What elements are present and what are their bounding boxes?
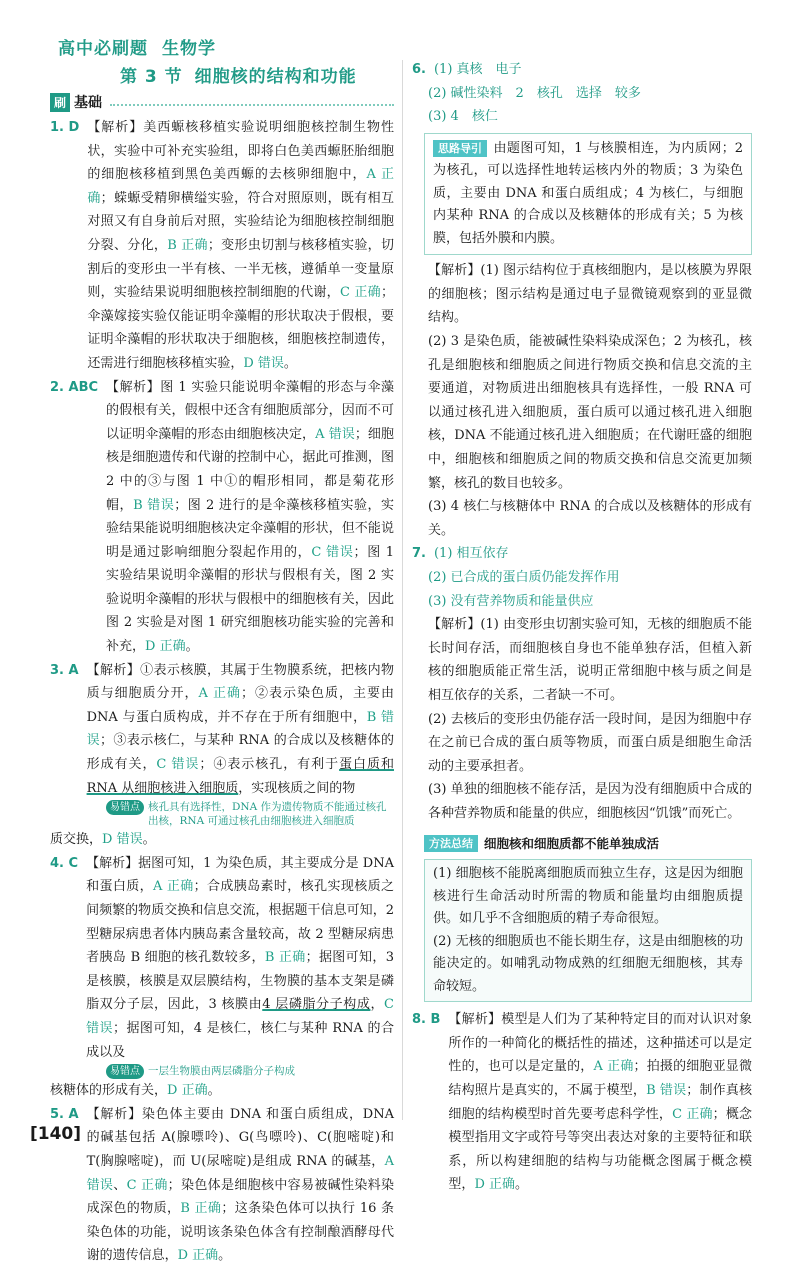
option-judgement: C 正确 — [339, 285, 381, 301]
option-judgement: D 正确 — [167, 1083, 208, 1099]
text: 【解析】①表示核膜，其属于生物膜系统，把核内物质与细胞质分开， — [86, 662, 394, 702]
method-summary-box — [424, 859, 752, 1002]
page-number: [140] — [30, 1124, 82, 1144]
text: ；细胞核是细胞遗传和代谢的控制中心，据此可推测，图 2 中的③与图 1 中①的帽形相同，都是菊花形帽， — [106, 426, 394, 513]
answer-number: 1. D — [50, 120, 80, 135]
explanation-paragraph: (3) 4 核仁与核糖体中 RNA 的合成以及核糖体的形成有关。 — [428, 499, 752, 538]
option-judgement: C 正确 — [672, 1106, 713, 1122]
text: 【解析】染色体主要由 DNA 和蛋白质组成，DNA 的碱基包括 A(腺嘌呤)、G(鸟嘌呤)、C(胞嘧啶)和 T(胸腺嘧啶)，而 U(尿嘧啶)是组成 RNA 的碱基， — [86, 1106, 394, 1169]
answer-item-5 — [50, 1103, 394, 1268]
answer-line: (3) 没有营养物质和能量供应 — [428, 593, 594, 609]
section-title: 细胞核的结构和功能 — [194, 67, 357, 87]
series-name: 高中必刷题 — [58, 39, 148, 59]
text: ；合成胰岛素时，核孔实现核质之间频繁的物质交换和信息交流，根据题干信息可知，2 型糖尿病患者体内胰岛素含量较高，故 2 型糖尿病患者胰岛 B 细胞的核孔数较多， — [86, 879, 394, 966]
option-judgement: B 错误 — [646, 1082, 687, 1098]
option-judgement: C 错误 — [86, 997, 394, 1036]
answer-item-2 — [50, 376, 394, 659]
text: 、 — [113, 1177, 127, 1193]
error-point-icon: 易错点 — [106, 800, 144, 815]
explanation-paragraph: 【解析】(1) 由变形虫切割实验可知，无核的细胞质不能长时间存活，而细胞核自身也不能单独存活，但植入新核的细胞质能正常生活，说明正常细胞中核与质之间是相互依存的关系，二者缺一不可。 — [428, 617, 752, 703]
error-point-note — [106, 800, 394, 828]
option-judgement: D 正确 — [145, 639, 186, 655]
error-point-icon: 易错点 — [106, 1064, 144, 1079]
answer-line: (2) 已合成的蛋白质仍能发挥作用 — [428, 570, 620, 585]
right-column — [412, 58, 752, 1197]
text: 【解析】图 1 实验只能说明伞藻帽的形态与伞藻的假根有关，假根中还含有细胞质部分，因而不可以证明伞藻帽的形态由细胞核决定， — [106, 379, 394, 442]
text: ；概念模型指用文字或符号等突出表达对象的主要特征和联系，所以构建细胞的结构与功能概念图属于概念模型， — [448, 1106, 752, 1193]
text: ；蝾螈受精卵横缢实验，符合对照原则，既有相互对照又有自身前后对照，实验结论为细胞核控制细胞分裂、分化， — [87, 190, 394, 253]
thinking-guide-box — [424, 133, 752, 256]
option-judgement: A 正确 — [198, 686, 242, 702]
basic-tag — [50, 92, 102, 112]
answer-explanation — [448, 1008, 752, 1197]
section-number: 第 3 节 — [120, 67, 183, 87]
continued-text — [50, 828, 394, 852]
underlined-text: 蛋白质和 RNA 从细胞核进入细胞质 — [86, 757, 394, 796]
text: ；制作真核细胞的结构模型时首先要考虑科学性， — [448, 1082, 752, 1122]
text: 。 — [207, 1083, 221, 1099]
option-judgement: A 错误 — [86, 1153, 394, 1193]
column-divider — [402, 60, 403, 1120]
guide-text: 由题图可知，1 与核膜相连，为内质网；2 为核孔，可以选择性地转运核内外的物质；3 为染色质，主要由 DNA 和蛋白质组成；4 为核仁，与细胞内某种 RNA 的合成以及核糖体的形成有关；5 为核膜，包括外膜和内膜。 — [433, 140, 743, 246]
option-judgement: D 错误 — [243, 355, 284, 371]
explanation-paragraph: (2) 3 是染色质，能被碱性染料染成深色；2 为核孔，核孔是细胞核和细胞质之间进行物质交换和信息交流的主要通道，对物质进出细胞核具有选择性，一般 RNA 可以通过核孔进入细胞质，蛋白质可以通过核孔进入细胞核，DNA 不能通过核孔进入细胞质；在代谢旺盛的细胞中，细胞核和细胞质之间的物质交换和信息交流更加频繁，核孔的数目也较多。 — [428, 334, 752, 491]
option-judgement: B 正确 — [167, 237, 208, 253]
option-judgement: A 正确 — [152, 879, 194, 895]
answer-number: 6. — [412, 62, 426, 77]
text: ， — [370, 997, 385, 1013]
method-summary-badge: 方法总结 — [424, 835, 478, 852]
dotted-divider — [110, 104, 394, 106]
method-summary-heading — [424, 832, 752, 856]
note-text: 一层生物膜由两层磷脂分子构成 — [148, 1065, 295, 1078]
text: ；②表示染色质，主要由 DNA 与蛋白质构成，并不存在于所有细胞中， — [86, 686, 394, 725]
explanation-paragraph: 【解析】(1) 图示结构位于真核细胞内，是以核膜为界限的细胞核；图示结构是通过电子显微镜观察到的亚显微结构。 — [428, 263, 752, 326]
summary-point: (2) 无核的细胞质也不能长期生存，这是由细胞核的功能决定的。如哺乳动物成熟的红细胞无细胞核，其寿命较短。 — [433, 933, 743, 994]
answer-number: 3. A — [50, 662, 79, 678]
text: 【解析】据图可知，1 为染色质，其主要成分是 DNA 和蛋白质， — [86, 855, 394, 895]
option-judgement: A 正确 — [87, 167, 394, 206]
answer-explanation — [87, 659, 394, 801]
answer-explanation — [87, 116, 394, 376]
text: 。 — [185, 639, 199, 655]
text: 。 — [515, 1177, 529, 1193]
text: ；据图可知，3 是核膜，核膜是双层膜结构，生物膜的基本支架是磷脂双分子层，因此，3 核膜由 — [86, 950, 394, 1013]
answer-item-3 — [50, 659, 394, 801]
answer-item-4 — [50, 852, 394, 1064]
text: 。 — [283, 355, 297, 371]
answer-line: (1) 相互依存 — [433, 546, 509, 562]
text: 。 — [218, 1248, 232, 1264]
option-judgement: C 错误 — [156, 757, 200, 773]
answer-line: (1) 真核 电子 — [433, 62, 522, 77]
answer-item-7 — [412, 542, 752, 566]
error-point-note — [106, 1064, 394, 1079]
option-judgement: B 正确 — [180, 1201, 222, 1217]
answer-number: 7. — [412, 546, 426, 562]
answer-item-6 — [412, 58, 752, 82]
answer-number: 4. C — [50, 855, 79, 871]
answer-line: (3) 4 核仁 — [428, 109, 498, 125]
series-title — [58, 34, 230, 59]
text: ；变形虫切割与核移植实验，切割后的变形虫一半有核、一半无核，遵循单一变量原则，实验结果说明细胞核控制细胞的代谢， — [87, 237, 394, 301]
answer-item-1 — [50, 116, 394, 376]
text: ；据图可知，4 是核仁，核仁与某种 RNA 的合成以及 — [86, 1020, 394, 1060]
answer-line: (2) 碱性染料 2 核孔 选择 较多 — [428, 85, 641, 101]
option-judgement: D 正确 — [474, 1177, 515, 1193]
answer-number: 2. ABC — [50, 379, 99, 395]
answer-number: 5. A — [50, 1106, 79, 1122]
continued-text — [50, 1079, 394, 1103]
explanation-paragraph: (2) 去核后的变形虫仍能存活一段时间，是因为细胞中存在之前已合成的蛋白质等物质，而蛋白质是细胞生命活动的主要承担者。 — [428, 711, 752, 774]
text: 【解析】美西螈核移植实验说明细胞核控制生物性状，实验中可补充实验组，即将白色美西螈胚胎细胞的细胞核移植到黑色美西螈的去核卵细胞中， — [87, 120, 394, 183]
text: ；拍摄的细胞亚显微结构照片是真实的，不属于模型， — [448, 1059, 752, 1098]
option-judgement: C 正确 — [126, 1177, 168, 1193]
text: ；染色体是细胞核中容易被碱性染料染成深色的物质， — [86, 1177, 394, 1217]
thinking-guide-badge: 思路导引 — [433, 140, 487, 157]
answer-explanation — [87, 1103, 394, 1268]
option-judgement: D 错误 — [102, 832, 143, 848]
option-judgement: B 正确 — [264, 950, 306, 966]
section-heading — [120, 62, 357, 87]
method-summary-title: 细胞核和细胞质都不能单独成活 — [484, 835, 660, 851]
option-judgement: B 错误 — [133, 497, 175, 513]
answer-item-8 — [412, 1008, 752, 1197]
answer-number: 8. B — [412, 1012, 441, 1028]
text: ，实现核质之间的物 — [238, 780, 356, 796]
text: 。 — [142, 832, 156, 848]
text: ；③表示核仁，与某种 RNA 的合成以及核糖体的形成有关， — [86, 733, 394, 773]
option-judgement: A 错误 — [315, 426, 355, 442]
answer-explanation — [106, 376, 394, 659]
text: 质交换， — [50, 832, 103, 848]
explanation-paragraph: (3) 单独的细胞核不能存活，是因为没有细胞质中合成的各种营养物质和能量的供应，细胞核因“饥饿”而死亡。 — [428, 782, 752, 821]
text: ；伞藻嫁接实验仅能证明伞藻帽的形状取决于假根，要证明伞藻帽的形状取决于细胞核，细胞核控制遗传，还需进行细胞核移植实验， — [87, 285, 394, 371]
basic-label: 基础 — [74, 95, 102, 111]
option-judgement: B 错误 — [86, 709, 394, 749]
text: ；图 2 进行的是伞藻核移植实验，实验结果能说明细胞核决定伞藻帽的形状，但不能说明是通过影响细胞分裂起作用的， — [106, 497, 394, 560]
option-judgement: D 正确 — [177, 1248, 219, 1264]
text: ；这条染色体可以执行 16 条染色体的功能，说明该条染色体含有控制酿酒酵母代谢的遗传信息， — [86, 1201, 394, 1264]
answer-explanation — [86, 852, 394, 1064]
text: 核糖体的形成有关， — [50, 1083, 168, 1099]
left-column — [50, 116, 394, 1268]
option-judgement: A 正确 — [593, 1059, 634, 1075]
underlined-text: 4 层磷脂分子构成 — [262, 997, 371, 1013]
text: ；图 1 实验结果说明伞藻帽的形状与假根有关，图 2 实验说明伞藻帽的形状与假根中的细胞核有关，因此图 2 实验是对图 1 研究细胞核功能实验的完善和补充， — [106, 544, 394, 655]
text: ；④表示核孔，有利于 — [199, 757, 340, 773]
note-text: 核孔具有选择性，DNA 作为遗传物质不能通过核孔出核，RNA 可通过核孔由细胞核进入细胞质 — [148, 801, 387, 828]
subject-name: 生物学 — [162, 39, 216, 59]
summary-point: (1) 细胞核不能脱离细胞质而独立生存，这是因为细胞核进行生命活动时所需的物质和能量均由细胞质提供。如几乎不含细胞质的精子寿命很短。 — [433, 866, 743, 927]
option-judgement: C 错误 — [311, 544, 354, 560]
text: 【解析】模型是人们为了某种特定目的而对认识对象所作的一种简化的概括性的描述，这种描述可以是定性的，也可以是定量的， — [448, 1012, 752, 1075]
brush-icon: 刷 — [50, 93, 70, 112]
